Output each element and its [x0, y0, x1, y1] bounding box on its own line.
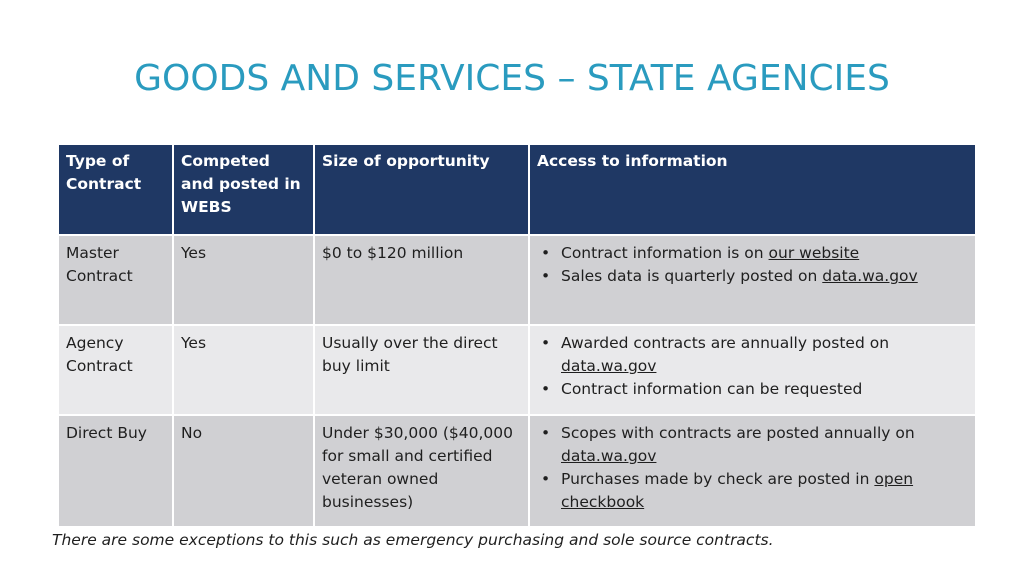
table-row-master-contract [58, 235, 976, 325]
contract-table-container [57, 143, 975, 528]
list-item: • Contract information is on our website [537, 242, 968, 265]
cell-access [529, 235, 976, 325]
bullet-icon: • [541, 380, 551, 398]
cell-type: Agency Contract [58, 325, 173, 415]
header-size-of-opportunity: Size of opportunity [314, 144, 529, 235]
list-item: • Purchases made by check are posted in open checkbook [541, 470, 914, 511]
slide-title: GOODS AND SERVICES – STATE AGENCIES [134, 58, 890, 99]
data-wa-gov-link[interactable]: data.wa.gov [561, 447, 657, 465]
footnote: There are some exceptions to this such as emergency purchasing and sole source contracts. [52, 531, 774, 549]
bullet-icon: • [541, 244, 551, 262]
cell-competed: Yes [173, 325, 314, 415]
cell-competed: No [173, 415, 314, 527]
cell-type: Direct Buy [58, 415, 173, 527]
cell-size: $0 to $120 million [314, 235, 529, 325]
cell-access [529, 415, 976, 527]
open-checkbook-link[interactable]: open checkbook [561, 470, 914, 511]
cell-size: Under $30,000 ($40,000 for small and certified veteran owned businesses) [314, 415, 529, 527]
data-wa-gov-link[interactable]: data.wa.gov [822, 267, 918, 285]
list-item: • Scopes with contracts are posted annually on data.wa.gov [541, 424, 915, 465]
access-list [537, 422, 968, 514]
bullet-icon: • [541, 334, 551, 352]
header-competed-webs: Competed and posted in WEBS [173, 144, 314, 235]
table-header-row [58, 144, 976, 235]
table-row-direct-buy [58, 415, 976, 527]
access-list [537, 242, 968, 288]
access-list [537, 332, 968, 401]
cell-type: Master Contract [58, 235, 173, 325]
header-type-of-contract: Type of Contract [58, 144, 173, 235]
bullet-icon: • [541, 267, 551, 285]
table-row-agency-contract [58, 325, 976, 415]
list-item: • Awarded contracts are annually posted on data.wa.gov [541, 334, 890, 375]
cell-access [529, 325, 976, 415]
data-wa-gov-link[interactable]: data.wa.gov [561, 357, 657, 375]
contract-table [57, 143, 977, 528]
bullet-icon: • [541, 470, 551, 488]
cell-size: Usually over the direct buy limit [314, 325, 529, 415]
list-item: • Sales data is quarterly posted on data.wa.gov [537, 265, 968, 288]
our-website-link[interactable]: our website [768, 244, 860, 262]
header-access-to-information: Access to information [529, 144, 976, 235]
bullet-icon: • [541, 424, 551, 442]
list-item: • Contract information can be requested [537, 378, 968, 401]
cell-competed: Yes [173, 235, 314, 325]
